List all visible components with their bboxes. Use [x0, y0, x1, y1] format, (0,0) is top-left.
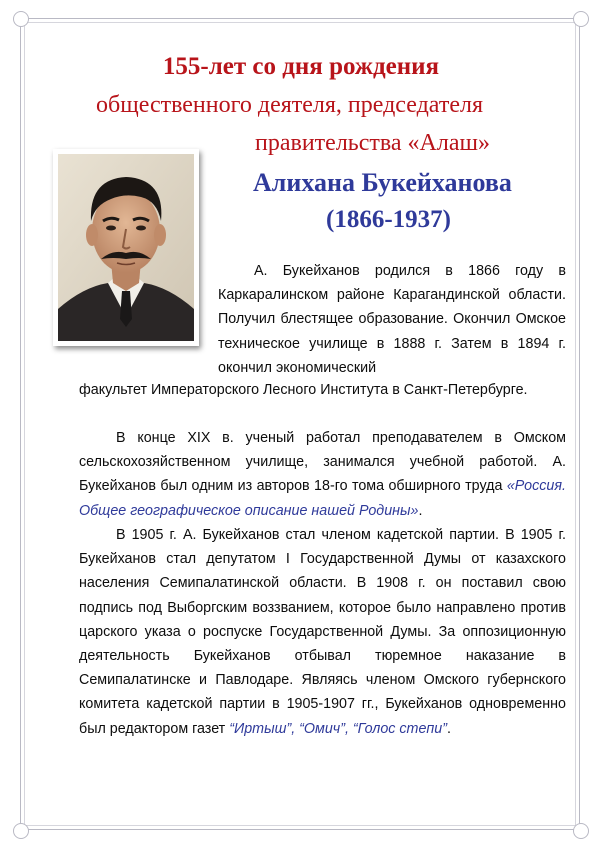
punctuation: . [447, 720, 451, 737]
person-name: Алихана Букейханова [253, 168, 512, 197]
political-paragraph [79, 523, 566, 741]
book-title: «Россия. Общее географическое описание нашей Родины» [79, 478, 566, 519]
biography-paragraph-continuation: факультет Императорского Лесного Института в Санкт-Петербурге. [79, 382, 528, 398]
frame-corner-ornament [573, 823, 589, 839]
punctuation: . [418, 502, 423, 519]
subtitle-line: правительства «Алаш» [255, 130, 490, 156]
frame-corner-ornament [13, 11, 29, 27]
teaching-paragraph-text: В конце XIX в. ученый работал преподавателем в Омском сельскохозяйственном училище, занимался учебной работой. А. Букейханов был одним из авторов 18-го тома обширного труда [79, 430, 566, 495]
life-years: (1866-1937) [326, 206, 451, 233]
newspaper-titles: “Иртыш”, “Омич”, “Голос степи” [229, 720, 447, 737]
political-paragraph-text: В 1905 г. А. Букейханов стал членом кадетской партии. В 1905 г. Букейханов стал депутатом I Государственной Думы от казахского населения Семипалатинской области. В 1908 г. он поставил свою подпись под Выборгским воззванием, которое было направлено против царского указа о роспуске Государственной Думы. За оппозиционную деятельность Букейханов отбывал тюремное наказание в Семипалатинске и Павлодаре. Являясь членом Омского губернского комитета кадетской партии в 1905-1907 гг., Букейханов одновременно был редактором газет [79, 527, 566, 737]
biography-paragraph: А. Букейханов родился в 1866 году в Каркаралинском районе Карагандинской области. Получил блестящее образование. Окончил Омское техническое училище в 1888 г. Затем в 1894 г. окончил экономический [218, 263, 566, 376]
frame-corner-ornament [573, 11, 589, 27]
subtitle-line: общественного деятеля, председателя [96, 92, 483, 118]
anniversary-title: 155-лет со дня рождения [162, 53, 440, 80]
frame-corner-ornament [13, 823, 29, 839]
portrait-photo [53, 149, 199, 346]
teaching-paragraph [79, 426, 566, 523]
